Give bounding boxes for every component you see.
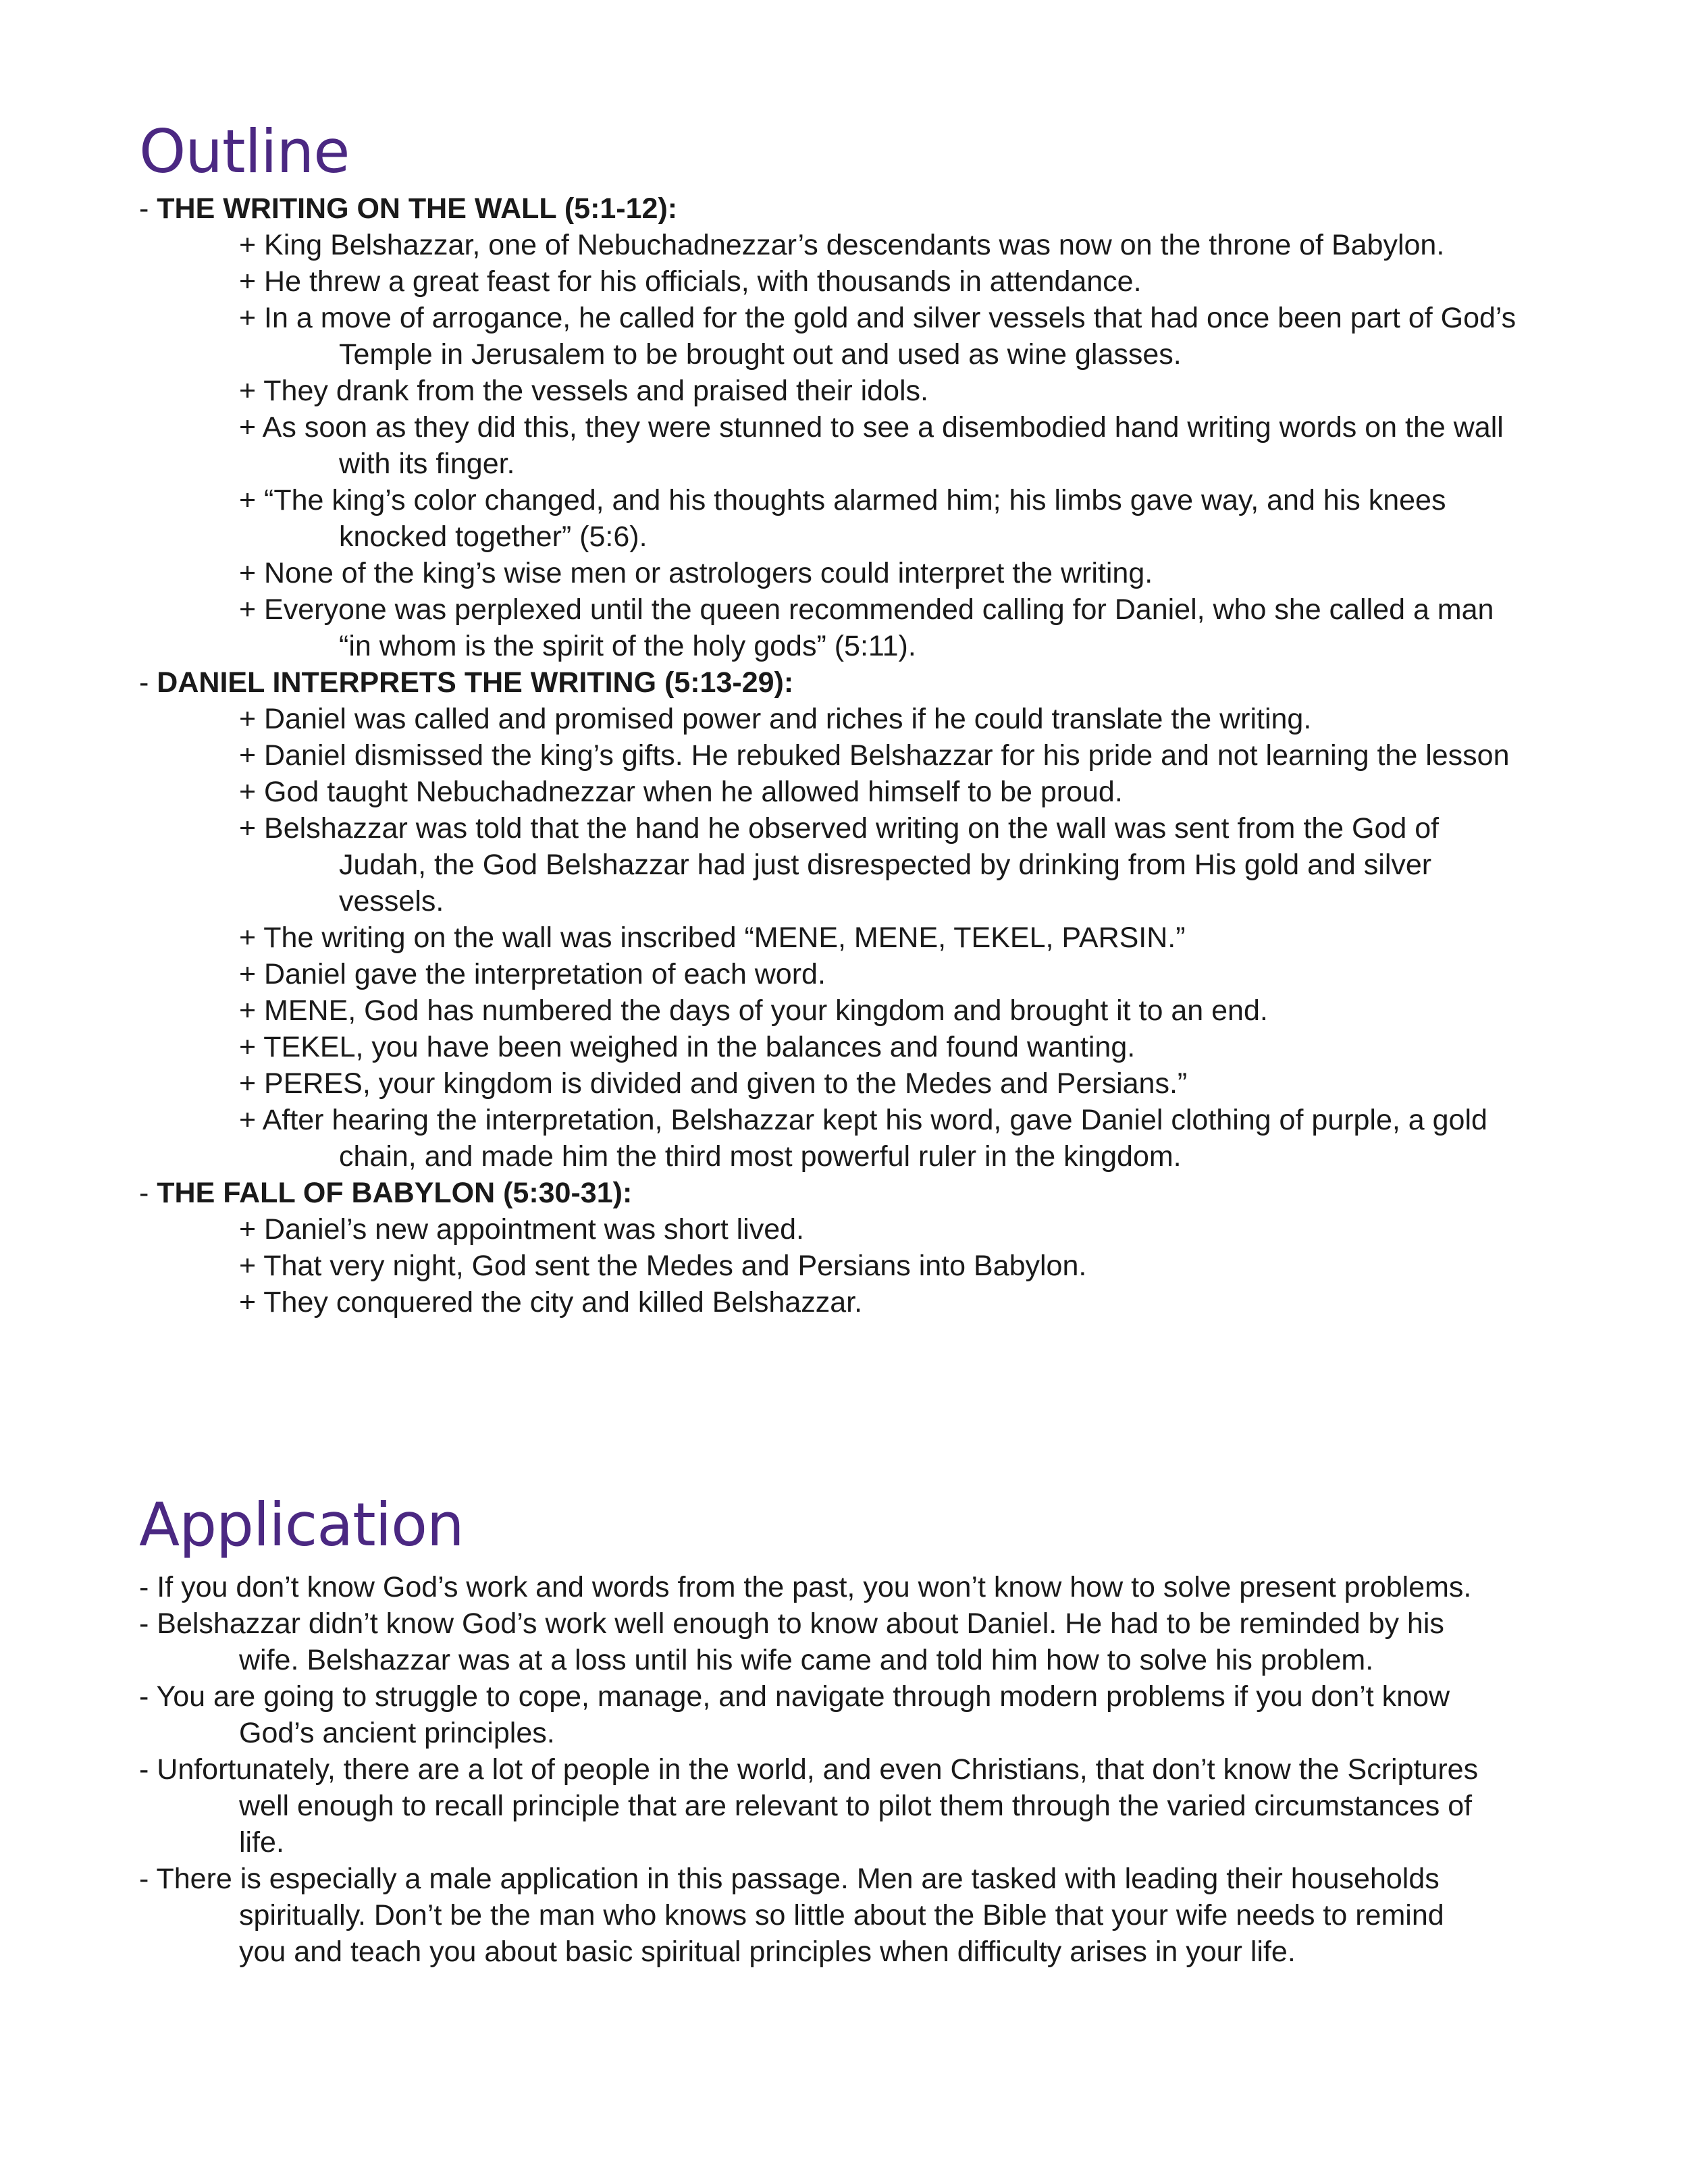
bullet-text: + Daniel dismissed the king’s gifts. He rebuked Belshazzar for his pride and not learning the lesson (239, 739, 1510, 772)
outline-bullet (139, 409, 1564, 482)
outline-group (139, 664, 1564, 1175)
outline-bullet (139, 482, 1564, 555)
outline-heading (139, 664, 1564, 701)
heading-text: THE FALL OF BABYLON (5:30-31): (157, 1177, 633, 1209)
application-item (139, 1569, 1564, 1605)
outline-bullet (139, 555, 1564, 591)
outline-bullet (139, 956, 1564, 992)
application-body (139, 1569, 1564, 1970)
application-text: - You are going to struggle to cope, manage, and navigate through modern problems if you don’t know (139, 1680, 1450, 1713)
outline-bullet (139, 300, 1564, 373)
bullet-text: + God taught Nebuchadnezzar when he allowed himself to be proud. (239, 776, 1123, 808)
application-continuation: spiritually. Don’t be the man who knows so little about the Bible that your wife needs to remind (239, 1899, 1444, 1932)
bullet-continuation: “in whom is the spirit of the holy gods” (5:11). (339, 630, 916, 662)
bullet-text: + None of the king’s wise men or astrologers could interpret the writing. (239, 557, 1153, 589)
bullet-text: + After hearing the interpretation, Belshazzar kept his word, gave Daniel clothing of purple, a gold (239, 1104, 1487, 1136)
outline-group (139, 1175, 1564, 1321)
bullet-text: + King Belshazzar, one of Nebuchadnezzar’s descendants was now on the throne of Babylon. (239, 229, 1445, 261)
application-continuation: you and teach you about basic spiritual principles when difficulty arises in your life. (239, 1936, 1296, 1968)
bullet-continuation: with its finger. (339, 448, 515, 480)
application-continuation: life. (239, 1826, 284, 1859)
bullet-text: + They drank from the vessels and praised their idols. (239, 375, 928, 407)
outline-bullet (139, 1102, 1564, 1175)
bullet-text: + Daniel was called and promised power and riches if he could translate the writing. (239, 703, 1312, 735)
bullet-continuation: Temple in Jerusalem to be brought out and used as wine glasses. (339, 338, 1182, 371)
application-item (139, 1751, 1564, 1861)
outline-bullet (139, 992, 1564, 1029)
bullet-text: + MENE, God has numbered the days of your kingdom and brought it to an end. (239, 994, 1268, 1027)
outline-bullet (139, 227, 1564, 263)
outline-bullet (139, 263, 1564, 300)
application-text: - There is especially a male application in this passage. Men are tasked with leading their households (139, 1863, 1440, 1895)
application-continuation: well enough to recall principle that are relevant to pilot them through the varied circumstances of (239, 1790, 1473, 1822)
outline-bullet (139, 1211, 1564, 1248)
outline-bullet (139, 920, 1564, 956)
bullet-text: + He threw a great feast for his officials, with thousands in attendance. (239, 265, 1142, 298)
outline-bullet (139, 774, 1564, 810)
outline-heading (139, 1175, 1564, 1211)
outline-bullet (139, 1284, 1564, 1321)
bullet-text: + In a move of arrogance, he called for the gold and silver vessels that had once been part of God’s (239, 302, 1516, 334)
application-item (139, 1861, 1564, 1970)
outline-bullet (139, 810, 1564, 920)
outline-heading (139, 190, 1564, 227)
heading-prefix: - (139, 192, 157, 225)
outline-bullet (139, 701, 1564, 737)
outline-bullet (139, 1248, 1564, 1284)
application-section (139, 1488, 1564, 1970)
application-continuation: wife. Belshazzar was at a loss until his wife came and told him how to solve his problem. (239, 1644, 1374, 1676)
bullet-text: + That very night, God sent the Medes and Persians into Babylon. (239, 1250, 1087, 1282)
bullet-text: + Daniel gave the interpretation of each word. (239, 958, 826, 990)
bullet-text: + TEKEL, you have been weighed in the balances and found wanting. (239, 1031, 1136, 1063)
outline-bullet (139, 1065, 1564, 1102)
bullet-text: + The writing on the wall was inscribed “MENE, MENE, TEKEL, PARSIN.” (239, 922, 1186, 954)
bullet-continuation: vessels. (339, 885, 444, 917)
application-text: - Belshazzar didn’t know God’s work well enough to know about Daniel. He had to be reminded by his (139, 1607, 1444, 1640)
document-page (139, 115, 1564, 1970)
application-text: - Unfortunately, there are a lot of people in the world, and even Christians, that don’t know the Scriptures (139, 1753, 1479, 1786)
outline-section (139, 115, 1564, 1321)
heading-prefix: - (139, 1177, 157, 1209)
application-item (139, 1678, 1564, 1751)
outline-bullet (139, 591, 1564, 664)
outline-bullet (139, 737, 1564, 774)
bullet-continuation: chain, and made him the third most powerful ruler in the kingdom. (339, 1140, 1182, 1173)
heading-prefix: - (139, 666, 157, 699)
outline-bullet (139, 373, 1564, 409)
bullet-continuation: Judah, the God Belshazzar had just disrespected by drinking from His gold and silver (339, 849, 1432, 881)
bullet-text: + Everyone was perplexed until the queen recommended calling for Daniel, who she called a man (239, 593, 1494, 626)
bullet-continuation: knocked together” (5:6). (339, 521, 648, 553)
heading-text: THE WRITING ON THE WALL (5:1-12): (157, 192, 678, 225)
heading-text: DANIEL INTERPRETS THE WRITING (5:13-29): (157, 666, 794, 699)
bullet-text: + “The king’s color changed, and his thoughts alarmed him; his limbs gave way, and his knees (239, 484, 1446, 516)
application-continuation: God’s ancient principles. (239, 1717, 555, 1749)
outline-body (139, 190, 1564, 1321)
application-title: Application (139, 1490, 464, 1560)
bullet-text: + As soon as they did this, they were stunned to see a disembodied hand writing words on the wall (239, 411, 1504, 444)
application-text: - If you don’t know God’s work and words from the past, you won’t know how to solve present problems. (139, 1571, 1472, 1603)
bullet-text: + They conquered the city and killed Belshazzar. (239, 1286, 863, 1319)
outline-title: Outline (139, 117, 350, 186)
application-item (139, 1605, 1564, 1678)
outline-group (139, 190, 1564, 664)
bullet-text: + Belshazzar was told that the hand he observed writing on the wall was sent from the God of (239, 812, 1440, 845)
bullet-text: + Daniel’s new appointment was short lived. (239, 1213, 804, 1246)
outline-bullet (139, 1029, 1564, 1065)
bullet-text: + PERES, your kingdom is divided and given to the Medes and Persians.” (239, 1067, 1188, 1100)
